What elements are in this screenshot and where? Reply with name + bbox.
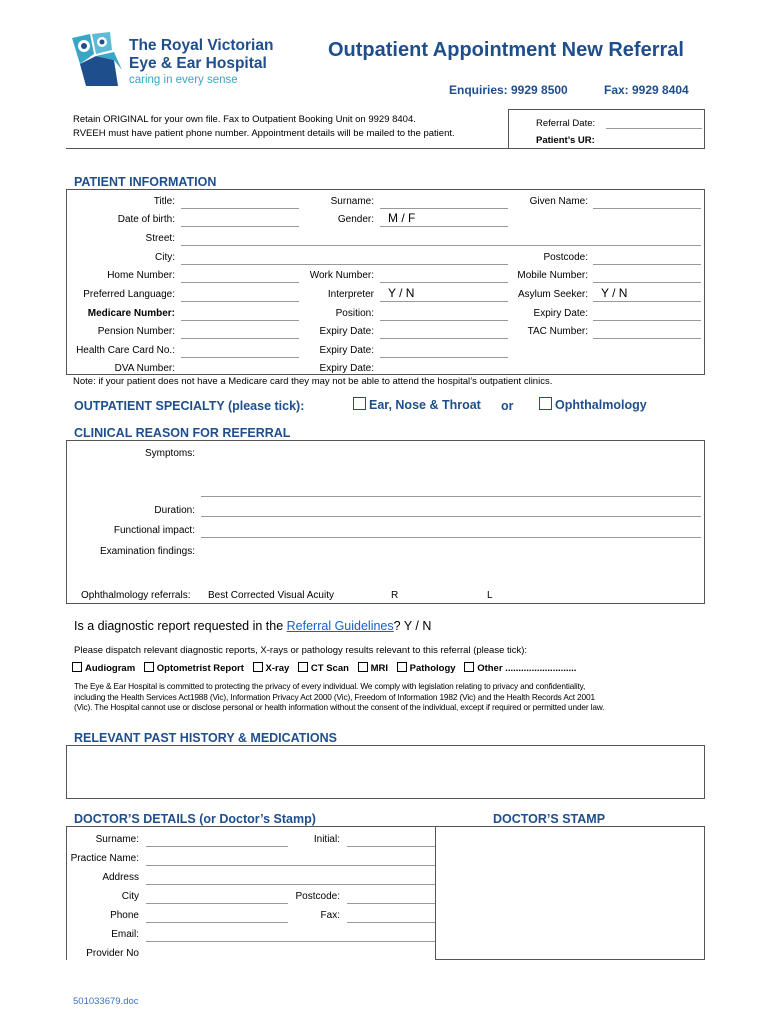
dva-number-label: DVA Number: [114,363,175,374]
doctor-address-label: Address [102,872,139,883]
title-field[interactable] [181,208,299,209]
clinical-reason-box [66,440,705,604]
option-mri[interactable]: MRI [358,663,388,674]
practice-name-label: Practice Name: [70,853,139,864]
position-label: Position: [335,308,374,319]
form-title: Outpatient Appointment New Referral [328,39,684,61]
privacy-line1: The Eye & Ear Hospital is committed to protecting the privacy of every individual. We comply with legislation relating to privacy and confidentiality, [74,681,586,691]
referral-date-field[interactable] [606,128,702,129]
fax-number: Fax: 9929 8404 [604,83,689,97]
doctor-surname-field[interactable] [146,846,288,847]
functional-impact-field[interactable] [201,537,701,538]
tac-number-label: TAC Number: [527,326,588,337]
ct-scan-checkbox-icon[interactable] [298,662,308,672]
referral-date-label: Referral Date: [536,118,596,129]
option-xray[interactable]: X-ray [253,663,290,674]
symptoms-label: Symptoms: [144,448,195,459]
mobile-number-field[interactable] [593,282,701,283]
interpreter-value[interactable]: Y / N [388,286,415,300]
hcc-expiry-field[interactable] [380,357,508,358]
patient-info-title: PATIENT INFORMATION [74,175,217,189]
dva-expiry-label: Expiry Date: [319,363,374,374]
practice-name-field[interactable] [146,865,435,866]
doctor-initial-label: Initial: [313,834,340,845]
asylum-seeker-label: Asylum Seeker: [517,289,588,300]
pathology-checkbox-icon[interactable] [397,662,407,672]
position-field[interactable] [380,320,508,321]
clinical-reason-title: CLINICAL REASON FOR REFERRAL [74,426,291,440]
logo-name-line1: The Royal Victorian [129,37,274,54]
duration-field[interactable] [201,516,701,517]
dispatch-note: Please dispatch relevant diagnostic reports, X-rays or pathology results relevant to this referral (please tick): [74,645,528,656]
pension-number-label: Pension Number: [97,326,175,337]
logo-tagline: caring in every sense [129,74,238,86]
doctor-address-field[interactable] [146,884,435,885]
option-other[interactable]: Other ........................... [464,663,576,674]
home-number-field[interactable] [181,282,299,283]
doctor-postcode-label: Postcode: [295,891,340,902]
interpreter-label: Interpreter [327,289,374,300]
xray-checkbox-icon[interactable] [253,662,263,672]
tac-number-field[interactable] [593,338,701,339]
work-number-label: Work Number: [309,270,374,281]
health-care-card-label: Health Care Card No.: [76,345,175,356]
asylum-seeker-value[interactable]: Y / N [601,286,628,300]
ent-label: Ear, Nose & Throat [369,398,481,412]
option-pathology[interactable]: Pathology [397,663,456,674]
notice-line1: Retain ORIGINAL for your own file. Fax to Outpatient Booking Unit on 9929 8404. [73,114,416,125]
ent-checkbox-icon[interactable] [353,397,366,410]
document-id: 501033679.doc [73,996,139,1007]
enquiries-number: Enquiries: 9929 8500 [449,83,568,97]
privacy-line3: (Vic). The Hospital cannot use or disclose personal or health information without the consent of the individual, except if required or permitted under law. [74,702,605,712]
dob-field[interactable] [181,226,299,227]
specialty-ophthalmology-option[interactable] [539,397,647,412]
gender-value[interactable]: M / F [388,211,416,225]
diagnostic-question-suffix: ? Y / N [393,619,432,633]
preferred-language-field[interactable] [181,301,299,302]
postcode-field[interactable] [593,264,701,265]
symptoms-field[interactable] [201,496,701,497]
street-field[interactable] [181,245,701,246]
doctor-surname-label: Surname: [95,834,139,845]
mobile-number-label: Mobile Number: [517,270,588,281]
doctor-postcode-field[interactable] [347,903,435,904]
mri-checkbox-icon[interactable] [358,662,368,672]
functional-impact-label: Functional impact: [113,525,195,536]
diagnostic-question-prefix: Is a diagnostic report requested in the [74,619,287,633]
surname-field[interactable] [380,208,508,209]
preferred-language-label: Preferred Language: [83,289,175,300]
other-checkbox-icon[interactable] [464,662,474,672]
gender-label: Gender: [337,214,374,225]
ophthalmology-label: Ophthalmology [555,398,647,412]
past-history-box[interactable] [66,745,705,799]
specialty-ent-option[interactable] [353,397,481,412]
pension-number-field[interactable] [181,338,299,339]
privacy-statement [74,681,604,713]
ophthalmology-checkbox-icon[interactable] [539,397,552,410]
health-care-card-field[interactable] [181,357,299,358]
patient-ur-label: Patient’s UR: [536,135,595,146]
doctor-fax-field[interactable] [347,922,435,923]
referral-guidelines-link[interactable]: Referral Guidelines [286,619,394,633]
doctor-email-field[interactable] [146,941,435,942]
city-label: City: [155,252,175,263]
home-number-label: Home Number: [107,270,175,281]
doctor-stamp-title: DOCTOR’S STAMP [493,812,606,826]
street-label: Street: [145,233,175,244]
optometrist-checkbox-icon[interactable] [144,662,154,672]
option-ct-scan[interactable]: CT Scan [298,663,349,674]
medicare-note: Note: if your patient does not have a Medicare card they may not be able to attend the hospital’s outpatient clinics. [73,376,553,387]
doctor-fax-label: Fax: [320,910,340,921]
option-optometrist-report[interactable]: Optometrist Report [144,663,244,674]
bcva-label: Best Corrected Visual Acuity [208,590,334,601]
given-name-field[interactable] [593,208,701,209]
diagnostic-options [72,662,576,674]
medicare-expiry-label: Expiry Date: [533,308,588,319]
notice-line2: RVEEH must have patient phone number. Appointment details will be mailed to the patient. [73,128,455,139]
given-name-label: Given Name: [529,196,588,207]
privacy-line2: including the Health Services Act1988 (Vic), Information Privacy Act 2000 (Vic), Freedom of Information 1982 (Vic) and the Health Records Act 2001 [74,691,595,702]
medicare-number-field[interactable] [181,320,299,321]
ophthalmology-referrals-label: Ophthalmology referrals: [81,590,191,601]
asylum-seeker-field [593,301,701,302]
option-audiogram[interactable]: Audiogram [72,663,135,674]
diagnostic-question [74,619,431,633]
logo-name-line2: Eye & Ear Hospital [129,55,267,72]
doctor-city-label: City [121,891,139,902]
doctor-stamp-box[interactable] [435,826,705,960]
provider-number-label: Provider No [86,948,139,959]
pension-expiry-field[interactable] [380,338,508,339]
interpreter-field [380,301,508,302]
specialty-or: or [501,399,514,413]
surname-label: Surname: [330,196,374,207]
work-number-field[interactable] [380,282,508,283]
examination-findings-label: Examination findings: [99,546,195,557]
bcva-left-label: L [487,590,493,601]
doctor-city-field[interactable] [146,903,288,904]
header-divider [66,148,508,149]
doctor-phone-field[interactable] [146,922,288,923]
logo-mark-icon [66,30,128,88]
title-label: Title: [153,196,175,207]
doctor-details-title: DOCTOR’S DETAILS (or Doctor’s Stamp) [74,812,316,826]
audiogram-checkbox-icon[interactable] [72,662,82,672]
duration-label: Duration: [154,505,195,516]
medicare-number-label: Medicare Number: [87,308,175,319]
doctor-left-border [66,826,67,960]
postcode-label: Postcode: [543,252,588,263]
dob-label: Date of birth: [117,214,175,225]
past-history-title: RELEVANT PAST HISTORY & MEDICATIONS [74,731,337,745]
bcva-right-label: R [391,590,399,601]
pension-expiry-label: Expiry Date: [319,326,374,337]
doctor-phone-label: Phone [110,910,139,921]
hcc-expiry-label: Expiry Date: [319,345,374,356]
gender-field [380,226,508,227]
doctor-email-label: Email: [111,929,139,940]
hospital-logo [66,30,288,88]
medicare-expiry-field[interactable] [593,320,701,321]
city-field[interactable] [181,264,508,265]
specialty-label: OUTPATIENT SPECIALTY (please tick): [74,399,305,413]
doctor-initial-field[interactable] [347,846,435,847]
